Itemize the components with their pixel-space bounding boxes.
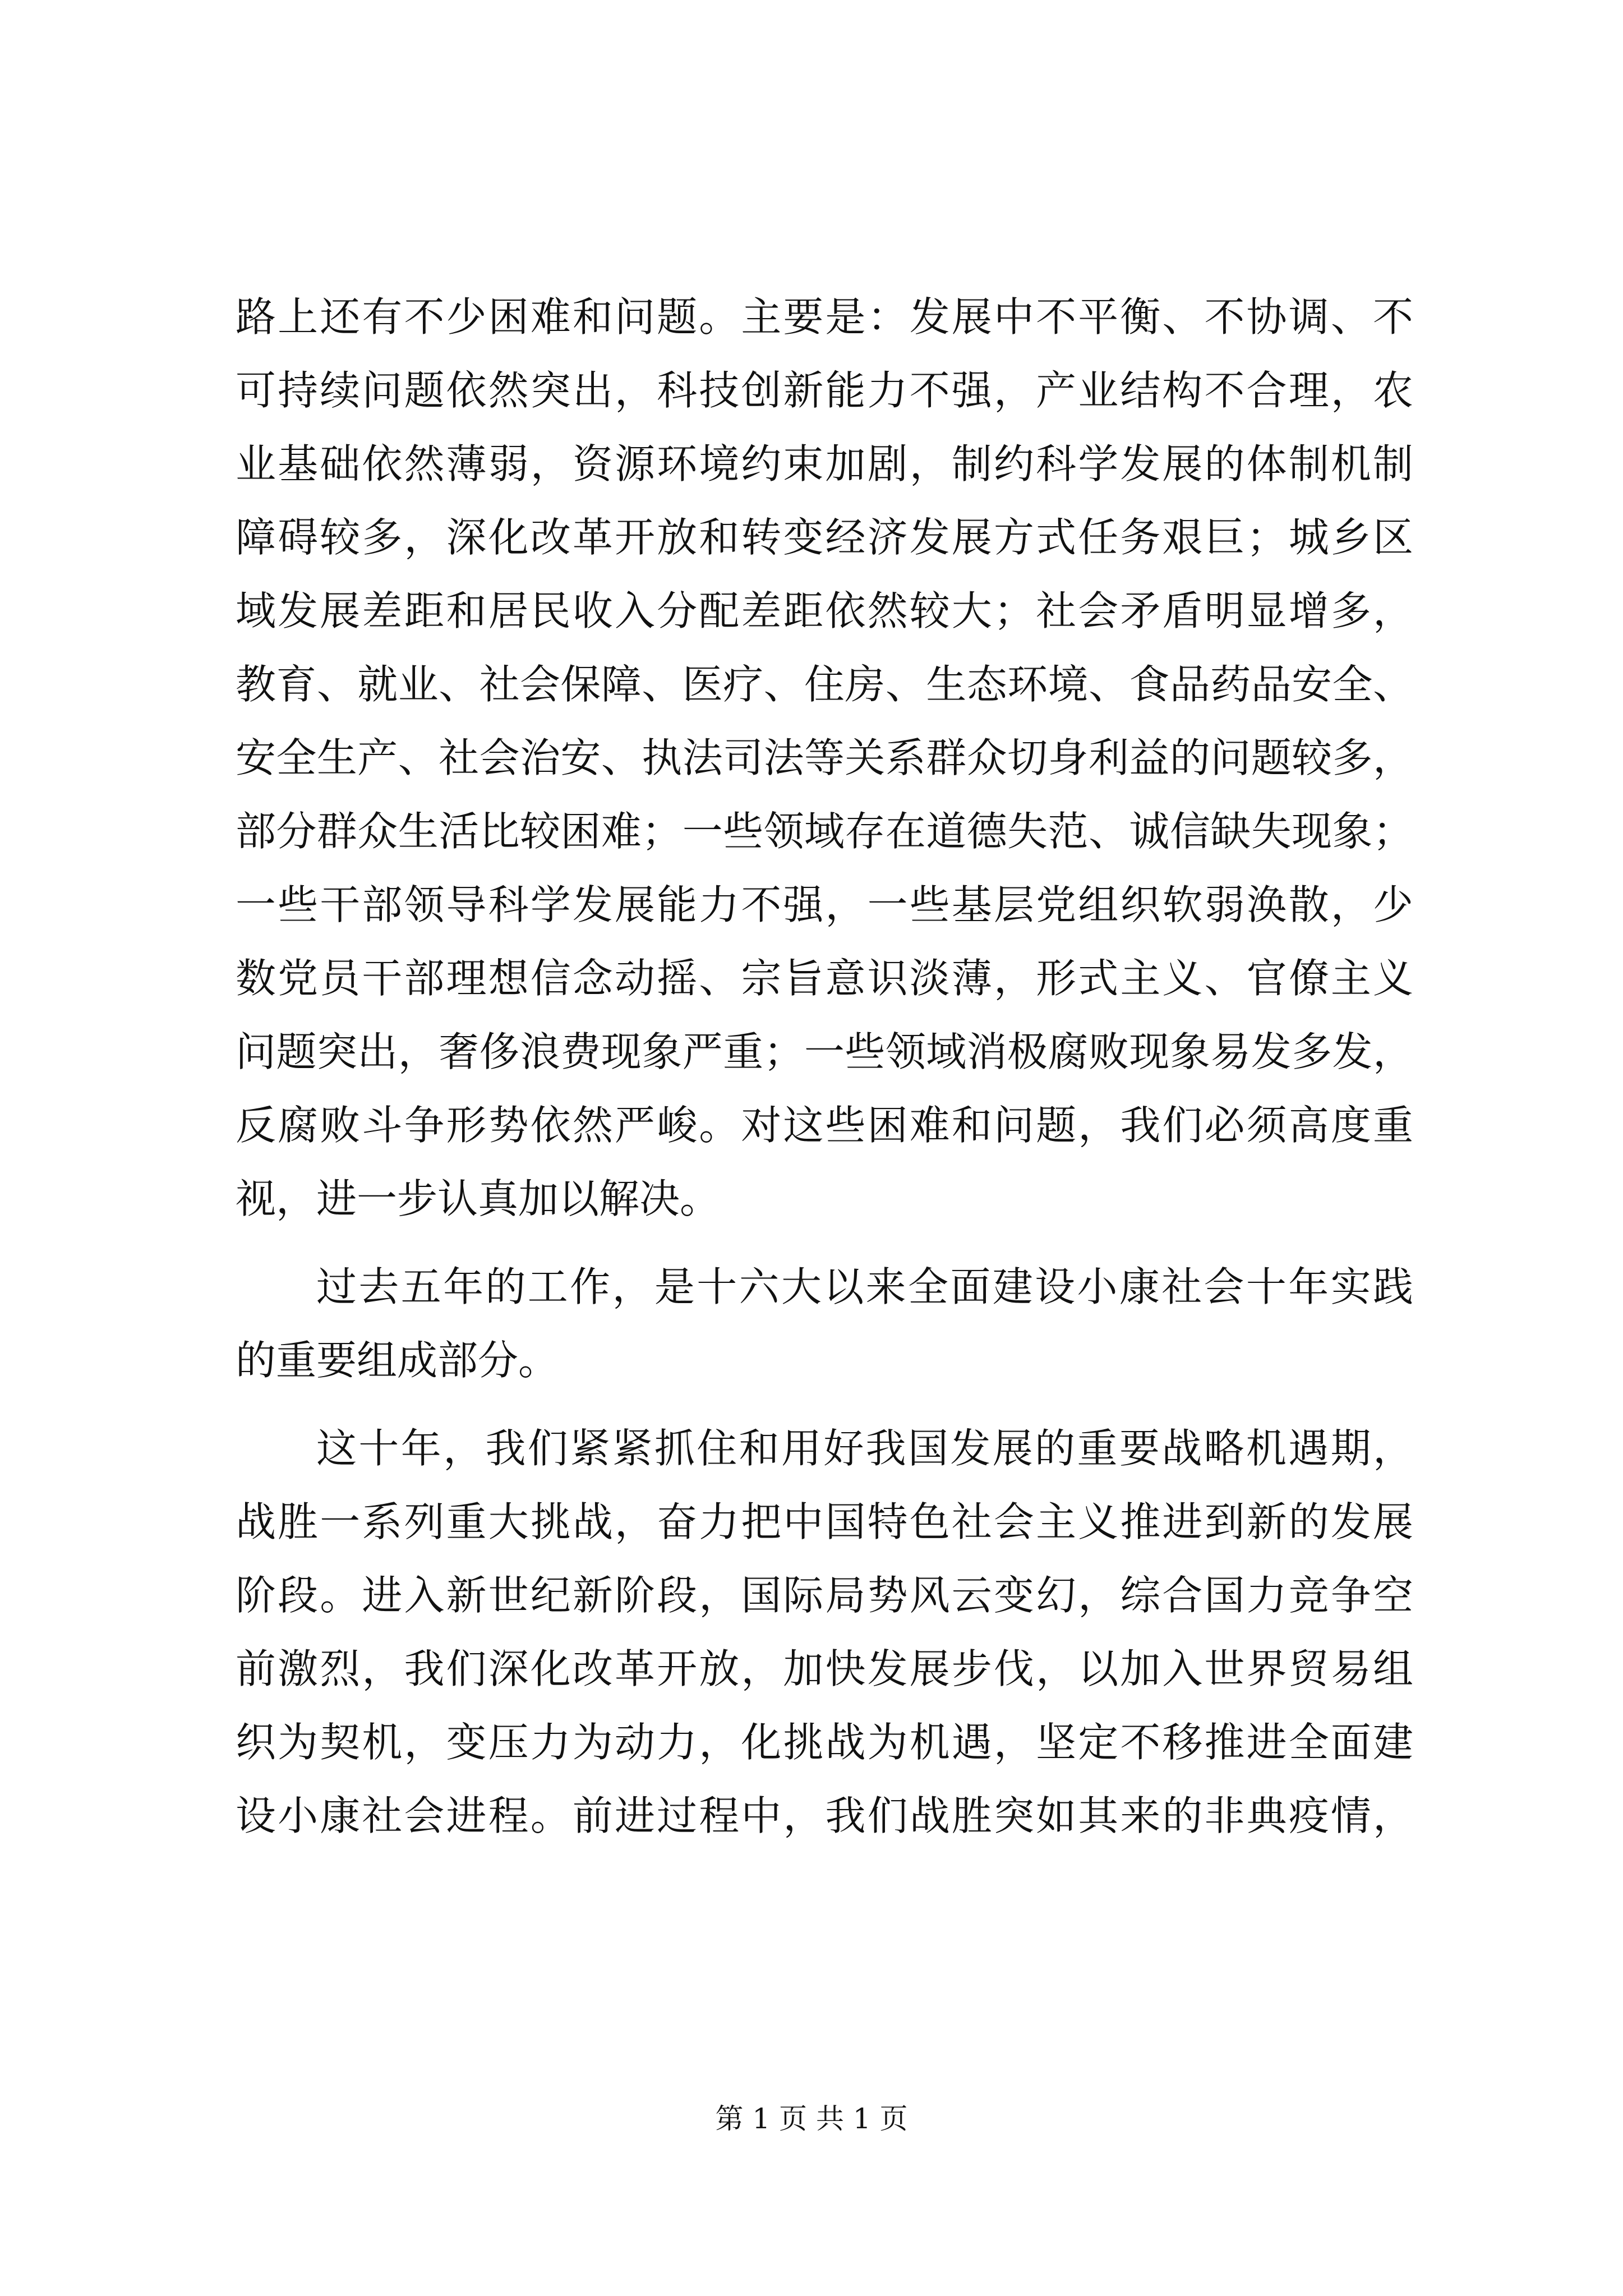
paragraph-3 — [236, 1412, 1413, 1853]
paragraph-2 — [236, 1250, 1413, 1397]
text-line: 安全生产、社会治安、执法司法等关系群众切身利益的问题较多， — [236, 734, 1413, 781]
text-line: 织为契机，变压力为动力，化挑战为机遇，坚定不移推进全面建 — [236, 1719, 1413, 1766]
text-line: 视，进一步认真加以解决。 — [236, 1175, 721, 1222]
text-line: 业基础依然薄弱，资源环境约束加剧，制约科学发展的体制机制 — [236, 440, 1413, 487]
text-line: 教育、就业、社会保障、医疗、住房、生态环境、食品药品安全、 — [236, 661, 1413, 708]
text-line: 数党员干部理想信念动摇、宗旨意识淡薄，形式主义、官僚主义 — [236, 955, 1413, 1002]
text-line: 阶段。进入新世纪新阶段，国际局势风云变幻，综合国力竞争空 — [236, 1572, 1413, 1619]
document-body — [236, 280, 1413, 1853]
text-line: 部分群众生活比较困难；一些领域存在道德失范、诚信缺失现象； — [236, 808, 1413, 855]
paragraph-gap — [236, 1236, 1413, 1250]
text-line: 反腐败斗争形势依然严峻。对这些困难和问题，我们必须高度重 — [236, 1102, 1413, 1149]
text-line: 的重要组成部分。 — [236, 1337, 559, 1384]
text-line: 这十年，我们紧紧抓住和用好我国发展的重要战略机遇期， — [316, 1425, 1413, 1472]
text-line: 过去五年的工作，是十六大以来全面建设小康社会十年实践 — [316, 1263, 1413, 1310]
paragraph-gap — [236, 1397, 1413, 1412]
page-footer — [0, 2101, 1623, 2137]
text-line: 障碍较多，深化改革开放和转变经济发展方式任务艰巨；城乡区 — [236, 514, 1413, 561]
text-line: 路上还有不少困难和问题。主要是：发展中不平衡、不协调、不 — [236, 293, 1413, 341]
text-line: 问题突出，奢侈浪费现象严重；一些领域消极腐败现象易发多发， — [236, 1028, 1413, 1075]
text-line: 前激烈，我们深化改革开放，加快发展步伐，以加入世界贸易组 — [236, 1645, 1413, 1692]
text-line: 域发展差距和居民收入分配差距依然较大；社会矛盾明显增多， — [236, 587, 1413, 634]
text-line: 战胜一系列重大挑战，奋力把中国特色社会主义推进到新的发展 — [236, 1498, 1413, 1545]
text-line: 一些干部领导科学发展能力不强，一些基层党组织软弱涣散，少 — [236, 881, 1413, 928]
text-line: 可持续问题依然突出，科技创新能力不强，产业结构不合理，农 — [236, 367, 1413, 414]
page-number-label: 第 1 页 共 1 页 — [715, 2102, 908, 2135]
paragraph-1 — [236, 280, 1413, 1236]
text-line: 设小康社会进程。前进过程中，我们战胜突如其来的非典疫情， — [236, 1792, 1413, 1839]
